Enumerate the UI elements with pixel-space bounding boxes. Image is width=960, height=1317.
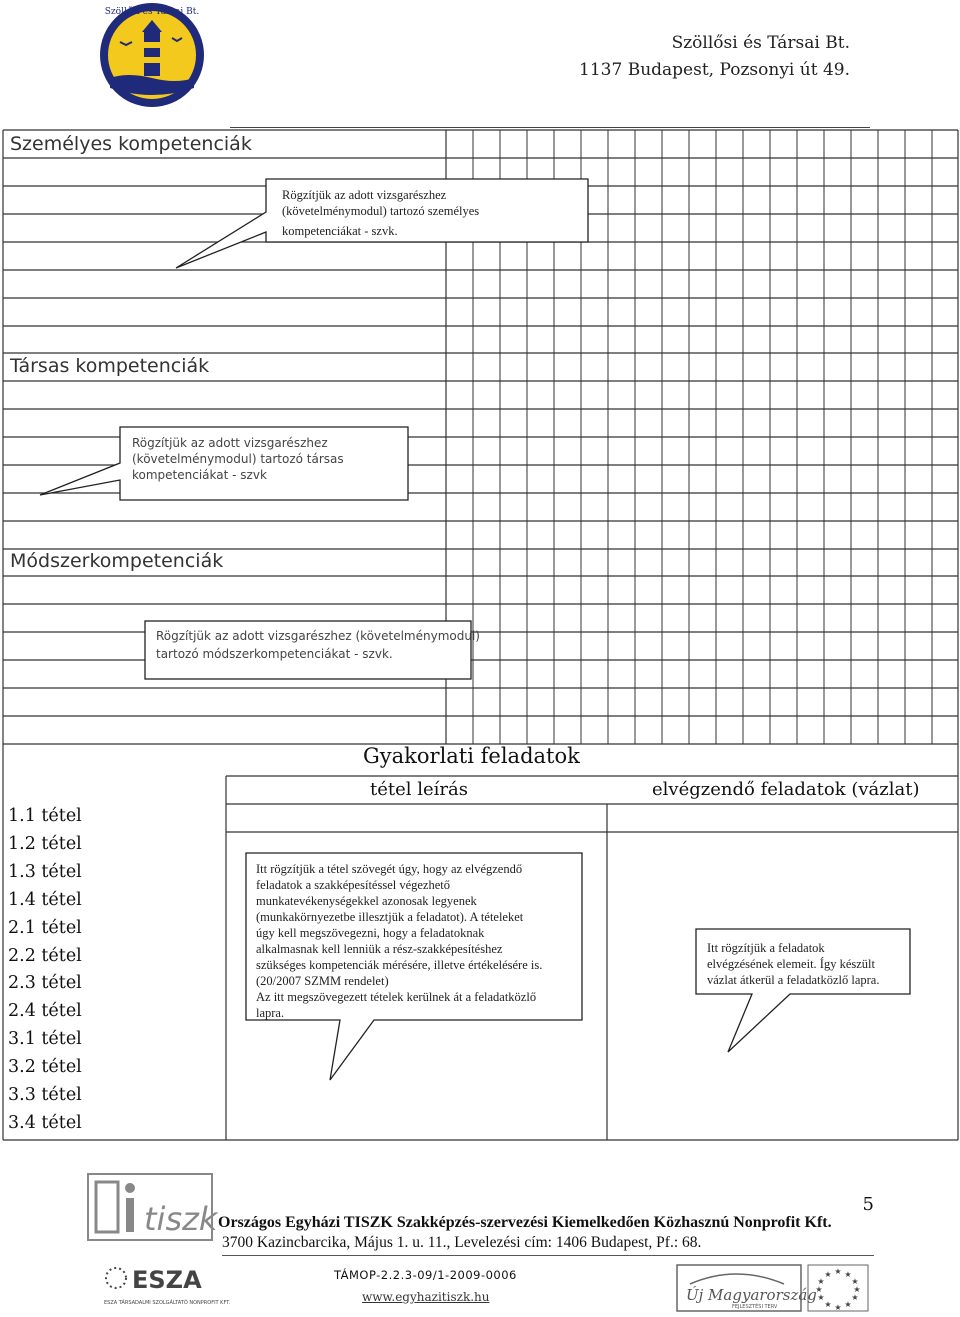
callout-line: tartozó módszerkompetenciákat - szvk. [156, 647, 393, 661]
umft-logo-subtext: FEJLESZTÉSI TERV [732, 1304, 778, 1310]
callout-line: Rögzítjük az adott vizsgarészhez [132, 436, 328, 450]
svg-text:★: ★ [815, 1285, 823, 1294]
callout-line: (követelménymodul) tartozó személyes [282, 204, 480, 218]
svg-text:★: ★ [851, 1277, 859, 1286]
tetel-item: 3.4 tétel [8, 1112, 82, 1133]
footer-org-name: Országos Egyházi TISZK Szakképzés-szervezési Kiemelkedően Közhasznú Nonprofit Kft. [218, 1214, 832, 1231]
company-address: 1137 Budapest, Pozsonyi út 49. [579, 60, 850, 80]
section-title-tarsas: Társas kompetenciák [10, 355, 210, 377]
callout-line: Rögzítjük az adott vizsgarészhez [282, 188, 447, 202]
tetel-item: 1.1 tétel [8, 806, 82, 826]
callout-line: feladatok a szakképesítéssel végezhető [256, 878, 451, 892]
svg-text:★: ★ [851, 1293, 859, 1302]
footer-project: TÁMOP-2.2.3-09/1-2009-0006 [334, 1268, 517, 1282]
company-name: Szöllősi és Társai Bt. [671, 33, 850, 53]
callout-line: szükséges kompetenciák mérésére, illetve értékelésére is. [256, 958, 543, 972]
callout-line: Itt rögzítjük a feladatok [707, 941, 825, 955]
callout-line: lapra. [256, 1006, 285, 1020]
callout-tetel-text [256, 861, 543, 1020]
page-number: 5 [862, 1194, 874, 1215]
practical-title: Gyakorlati feladatok [363, 744, 580, 768]
esza-logo-subtext: ESZA TÁRSADALMI SZOLGÁLTATÓ NONPROFIT KFT. [104, 1300, 231, 1306]
callout-line: kompetenciákat - szvk. [282, 224, 398, 238]
column-header-feladat: elvégzendő feladatok (vázlat) [652, 779, 920, 800]
tetel-item: 3.2 tétel [8, 1057, 82, 1078]
callout-modszer-text [156, 627, 480, 663]
tetel-item: 1.4 tétel [8, 889, 82, 910]
svg-text:★: ★ [834, 1303, 842, 1312]
footer-rule [222, 1255, 874, 1256]
callout-line: úgy kell megszövegezni, hogy a feladatoknak [256, 926, 485, 940]
tetel-item: 2.4 tétel [8, 1001, 82, 1022]
callout-line: (20/2007 SZMM rendelet) [256, 974, 389, 988]
svg-text:★: ★ [824, 1300, 832, 1309]
callout-line: Az itt megszövegezett tételek kerülnek át a feladatközlő [256, 990, 537, 1004]
tiszk-logo-text: tiszk [144, 1200, 218, 1238]
svg-text:★: ★ [834, 1267, 842, 1276]
callout-line: kompetenciákat - szvk [132, 468, 267, 482]
svg-text:★: ★ [844, 1300, 852, 1309]
tetel-item: 2.1 tétel [8, 917, 82, 938]
umft-logo [676, 1262, 870, 1314]
svg-text:★: ★ [824, 1270, 832, 1279]
tetel-item: 3.1 tétel [8, 1029, 82, 1050]
esza-logo-text: ESZA [132, 1266, 202, 1294]
column-header-tetel: tétel leírás [370, 779, 468, 800]
esza-logo [102, 1262, 231, 1314]
callout-szemelyes-text [282, 187, 479, 239]
tetel-item: 3.3 tétel [8, 1085, 82, 1105]
svg-text:★: ★ [817, 1293, 825, 1302]
callout-line: Itt rögzítjük a tétel szövegét úgy, hogy az elvégzendő [256, 862, 523, 876]
footer-website[interactable]: www.egyhazitiszk.hu [362, 1290, 490, 1304]
svg-text:★: ★ [844, 1270, 852, 1279]
umft-logo-text: Új Magyarország [686, 1286, 817, 1304]
callout-line: Rögzítjük az adott vizsgarészhez (követelménymodul) [156, 629, 480, 643]
callout-line: elvégzésének elemeit. Így készült [707, 957, 875, 971]
callout-line: (munkakörnyezetbe illesztjük a feladatot). A tételeket [256, 910, 524, 924]
logo-text: Szöllősi és Társai Bt. [104, 7, 200, 17]
tetel-item: 2.2 tétel [8, 945, 82, 966]
section-title-modszer: Módszerkompetenciák [10, 550, 224, 572]
tiszk-logo [86, 1172, 218, 1242]
callout-line: vázlat átkerül a feladatközlő lapra. [707, 973, 880, 987]
svg-text:★: ★ [853, 1285, 861, 1294]
section-title-szemelyes: Személyes kompetenciák [10, 133, 252, 155]
tetel-item: 1.2 tétel [8, 833, 82, 854]
footer-address: 3700 Kazincbarcika, Május 1. u. 11., Levelezési cím: 1406 Budapest, Pf.: 68. [222, 1234, 702, 1251]
callout-line: (követelménymodul) tartozó társas [132, 452, 344, 466]
tetel-item: 1.3 tétel [8, 861, 82, 882]
callout-line: alkalmasnak kell lenniük a rész-szakképesítéshez [256, 942, 503, 956]
callout-feladat-text [707, 940, 879, 988]
callout-line: munkatevékenységekkel azonosak legyenek [256, 894, 477, 908]
svg-text:★: ★ [817, 1277, 825, 1286]
tetel-item: 2.3 tétel [8, 973, 82, 994]
callout-tarsas-text [132, 435, 344, 483]
eu-stars-icon [815, 1267, 860, 1312]
